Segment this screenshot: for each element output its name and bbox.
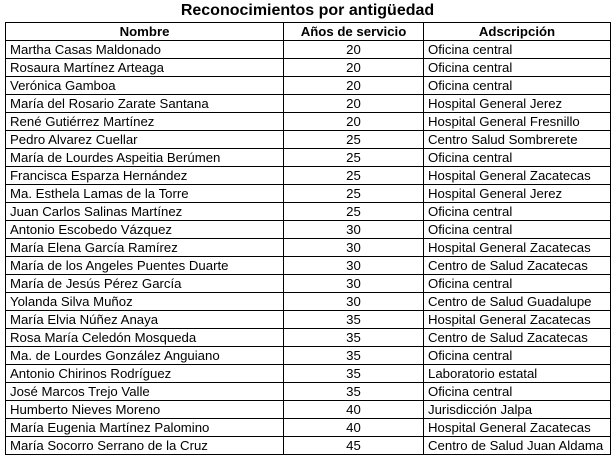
cell-name: Ma. de Lourdes González Anguiano (6, 347, 284, 365)
cell-name: María de Lourdes Aspeitia Berúmen (6, 149, 284, 167)
cell-name: Yolanda Silva Muñoz (6, 293, 284, 311)
cell-adscription: Hospital General Jerez (424, 95, 611, 113)
table-row (6, 293, 611, 311)
cell-years: 30 (284, 257, 424, 275)
table-row (6, 275, 611, 293)
table-row (6, 383, 611, 401)
cell-years: 35 (284, 383, 424, 401)
cell-name: Verónica Gamboa (6, 77, 284, 95)
cell-years: 45 (284, 437, 424, 455)
table-row (6, 311, 611, 329)
cell-name: Rosaura Martínez Arteaga (6, 59, 284, 77)
cell-years: 35 (284, 329, 424, 347)
table-row (6, 401, 611, 419)
cell-adscription: Oficina central (424, 275, 611, 293)
cell-name: María Elvia Núñez Anaya (6, 311, 284, 329)
column-header-adscription: Adscripción (424, 23, 611, 41)
table-header-row (6, 23, 611, 41)
cell-adscription: Centro Salud Sombrerete (424, 131, 611, 149)
table-row (6, 77, 611, 95)
cell-name: Francisca Esparza Hernández (6, 167, 284, 185)
cell-years: 25 (284, 185, 424, 203)
table-row (6, 185, 611, 203)
table-row (6, 419, 611, 437)
table-row (6, 149, 611, 167)
cell-adscription: Centro de Salud Guadalupe (424, 293, 611, 311)
cell-name: María Socorro Serrano de la Cruz (6, 437, 284, 455)
table-row (6, 221, 611, 239)
column-header-years: Años de servicio (284, 23, 424, 41)
table-row (6, 365, 611, 383)
table-row (6, 329, 611, 347)
cell-adscription: Hospital General Jerez (424, 185, 611, 203)
table-row (6, 113, 611, 131)
table-row (6, 95, 611, 113)
cell-years: 20 (284, 41, 424, 59)
cell-name: Ma. Esthela Lamas de la Torre (6, 185, 284, 203)
recognition-table (5, 22, 611, 455)
cell-years: 30 (284, 221, 424, 239)
cell-years: 20 (284, 59, 424, 77)
cell-name: María Eugenia Martínez Palomino (6, 419, 284, 437)
cell-adscription: Hospital General Zacatecas (424, 239, 611, 257)
cell-adscription: Oficina central (424, 59, 611, 77)
cell-years: 30 (284, 239, 424, 257)
cell-name: María Elena García Ramírez (6, 239, 284, 257)
table-row (6, 347, 611, 365)
cell-adscription: Centro de Salud Juan Aldama (424, 437, 611, 455)
cell-adscription: Hospital General Zacatecas (424, 311, 611, 329)
cell-years: 20 (284, 113, 424, 131)
cell-years: 25 (284, 131, 424, 149)
cell-name: María de Jesús Pérez García (6, 275, 284, 293)
cell-adscription: Oficina central (424, 347, 611, 365)
table-body (6, 41, 611, 455)
cell-name: Humberto Nieves Moreno (6, 401, 284, 419)
cell-adscription: Hospital General Fresnillo (424, 113, 611, 131)
cell-name: Martha Casas Maldonado (6, 41, 284, 59)
table-row (6, 437, 611, 455)
cell-name: Pedro Alvarez Cuellar (6, 131, 284, 149)
cell-years: 25 (284, 149, 424, 167)
cell-years: 35 (284, 347, 424, 365)
cell-adscription: Centro de Salud Zacatecas (424, 329, 611, 347)
document-title: Reconocimientos por antigüedad (180, 2, 435, 19)
cell-years: 25 (284, 203, 424, 221)
cell-years: 40 (284, 401, 424, 419)
cell-years: 40 (284, 419, 424, 437)
column-header-name: Nombre (6, 23, 284, 41)
cell-name: María del Rosario Zarate Santana (6, 95, 284, 113)
cell-adscription: Laboratorio estatal (424, 365, 611, 383)
cell-adscription: Oficina central (424, 41, 611, 59)
cell-years: 35 (284, 365, 424, 383)
table-row (6, 257, 611, 275)
table-row (6, 203, 611, 221)
cell-years: 35 (284, 311, 424, 329)
cell-name: Juan Carlos Salinas Martínez (6, 203, 284, 221)
cell-name: René Gutiérrez Martínez (6, 113, 284, 131)
cell-years: 30 (284, 275, 424, 293)
cell-adscription: Oficina central (424, 77, 611, 95)
cell-name: Rosa María Celedón Mosqueda (6, 329, 284, 347)
cell-years: 25 (284, 167, 424, 185)
table-row (6, 59, 611, 77)
cell-years: 30 (284, 293, 424, 311)
cell-adscription: Oficina central (424, 221, 611, 239)
cell-years: 20 (284, 95, 424, 113)
cell-adscription: Oficina central (424, 149, 611, 167)
table-row (6, 167, 611, 185)
cell-adscription: Oficina central (424, 203, 611, 221)
cell-name: José Marcos Trejo Valle (6, 383, 284, 401)
cell-adscription: Oficina central (424, 383, 611, 401)
table-row (6, 41, 611, 59)
cell-adscription: Hospital General Zacatecas (424, 419, 611, 437)
cell-name: Antonio Chirinos Rodríguez (6, 365, 284, 383)
cell-adscription: Jurisdicción Jalpa (424, 401, 611, 419)
table-row (6, 131, 611, 149)
cell-years: 20 (284, 77, 424, 95)
cell-adscription: Centro de Salud Zacatecas (424, 257, 611, 275)
table-row (6, 239, 611, 257)
cell-name: María de los Angeles Puentes Duarte (6, 257, 284, 275)
cell-adscription: Hospital General Zacatecas (424, 167, 611, 185)
cell-name: Antonio Escobedo Vázquez (6, 221, 284, 239)
